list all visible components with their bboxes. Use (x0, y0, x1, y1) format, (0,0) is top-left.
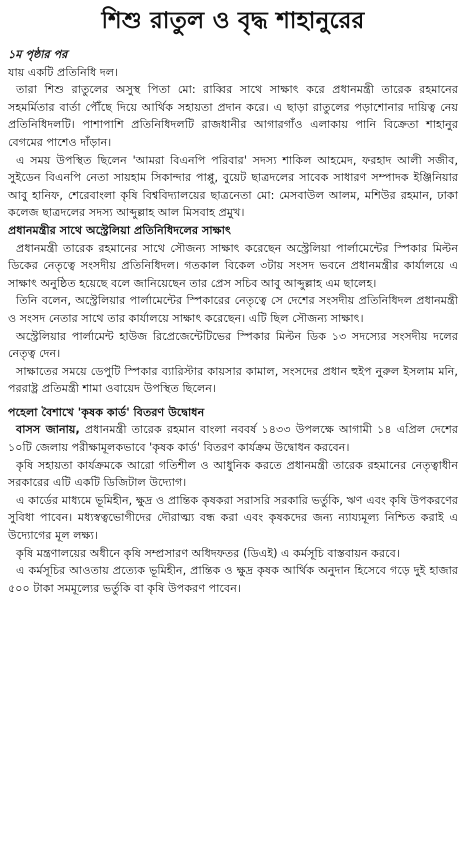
lead-text: প্রধানমন্ত্রী তারেক রহমান বাংলা নববর্ষ ১৪৩৩ উপলক্ষে আগামী ১৪ এপ্রিল দেশের ১০টি জেলায় পরীক্ষামূলকভাবে 'কৃষক কার্ড' বিতরণ কার্যক্রম উদ্বোধন করবেন। (8, 423, 458, 455)
article-paragraph: এ কর্মসূচির আওতায় প্রত্যেক ভূমিহীন, প্রান্তিক ও ক্ষুদ্র কৃষক আর্থিক অনুদান হিসেবে গড়ে দুই হাজার ৫০০ টাকা সমমূল্যের ভর্তুকি বা কৃষি উপকরণ পাবেন। (8, 564, 458, 595)
article-paragraph: তিনি বলেন, অস্ট্রেলিয়ার পার্লামেন্টের স্পিকারের নেতৃত্বে সে দেশের সংসদীয় প্রতিনিধিদল প্রধানমন্ত্রী ও সংসদ নেতার সাথে তার কার্যালয়ে সাক্ষাৎ করেছেন। এটি ছিল সৌজন্য সাক্ষাৎ। (8, 294, 458, 325)
section-heading-australia: প্রধানমন্ত্রীর সাথে অস্ট্রেলিয়া প্রতিনিধিদলের সাক্ষাৎ (8, 223, 231, 237)
article-paragraph-lead (8, 421, 458, 456)
continued-from-label: ১ম পৃষ্ঠার পর (8, 48, 68, 61)
article-paragraph: এ সময় উপস্থিত ছিলেন 'আমরা বিএনপি পরিবার' সদস্য শাকিল আহমেদ, ফরহাদ আলী সজীব, সুইডেন বিএনপি নেতা সায়হাম সিকান্দার পাপ্পু, বুয়েট ছাত্রদলের সাবেক সাধারণ সম্পাদক ইঞ্জিনিয়ার আবু হানিফ, শেরেবাংলা কৃষি বিশ্ববিদ্যালয়ের ছাত্রনেতা মো: মেসবাউল আলম, মশিউর রহমান, ঢাকা কলেজ ছাত্রদলের সদস্য আব্দুল্লাহ আল মিসবাহ প্রমুখ। (8, 153, 458, 220)
article-paragraph: এ কার্ডের মাধ্যমে ভূমিহীন, ক্ষুদ্র ও প্রান্তিক কৃষকরা সরাসরি সরকারি ভর্তুকি, ঋণ এবং কৃষি উপকরণের সুবিধা পাবেন। মধ্যস্বত্বভোগীদের দৌরাত্ম্য বন্ধ করা এবং কৃষকদের জন্য ন্যায্যমূল্য নিশ্চিত করাই এ উদ্যোগের মূল লক্ষ্য। (8, 493, 458, 543)
article-paragraph: কৃষি মন্ত্রণালয়ের অধীনে কৃষি সম্প্রসারণ অধিদফতর (ডিএই) এ কর্মসূচি বাস্তবায়ন করবে। (16, 546, 400, 560)
headline: শিশু রাতুল ও বৃদ্ধ শাহানুরের (101, 8, 365, 34)
article-paragraph: যায় একটি প্রতিনিধি দল। (8, 65, 119, 79)
article-paragraph: সাক্ষাতের সময়ে ডেপুটি স্পিকার ব্যারিস্টার কায়সার কামাল, সংসদের প্রধান হুইপ নুরুল ইসলাম মনি, পররাষ্ট্র প্রতিমন্ত্রী শামা ওবায়েদ উপস্থিত ছিলেন। (8, 364, 458, 396)
article-paragraph: তারা শিশু রাতুলের অসুস্থ পিতা মো: রাব্বির সাথে সাক্ষাৎ করে প্রধানমন্ত্রী তারেক রহমানের সহমর্মিতার বার্তা পৌঁছে দিয়ে আর্থিক সহায়তা প্রদান করে। এ ছাড়া রাতুলের পড়াশোনার দায়িত্ব নেয় প্রতিনিধিদলটি। পাশাপাশি প্রতিনিধিদলটি রাজধানীর আগারগাঁও এলাকায় পানি বিক্রেতা শাহানুর বেগমের পাশেও দাঁড়ান। (8, 83, 458, 149)
section-heading-krishok-card: পহেলা বৈশাখে 'কৃষক কার্ড' বিতরণ উদ্বোধন (8, 405, 205, 419)
article-paragraph: অস্ট্রেলিয়ার পার্লামেন্ট হাউজ রিপ্রেজেন্টেটিভের স্পিকার মিল্টন ডিক ১৩ সদস্যের সংসদীয় দলের নেতৃত্ব দেন। (8, 329, 458, 361)
article-paragraph: কৃষি সহায়তা কার্যক্রমকে আরো গতিশীল ও আধুনিক করতে প্রধানমন্ত্রী তারেক রহমানের নেতৃত্বাধীন সরকারের এটি একটি ডিজিটাল উদ্যোগ। (8, 458, 458, 490)
dateline-label: বাসস জানায়, (16, 423, 80, 437)
article-paragraph: প্রধানমন্ত্রী তারেক রহমানের সাথে সৌজন্য সাক্ষাৎ করেছেন অস্ট্রেলিয়া পার্লামেন্টের স্পিকার মিল্টন ডিকের নেতৃত্বে সংসদীয় প্রতিনিধিদল। গতকাল বিকেল ৩টায় সংসদ ভবনে প্রধানমন্ত্রীর কার্যালয়ে এ সাক্ষাৎ অনুষ্ঠিত হয়েছে বলে জানিয়েছেন তার প্রেস সচিব আবু আব্দুল্লাহ এম ছালেহ। (8, 241, 458, 290)
